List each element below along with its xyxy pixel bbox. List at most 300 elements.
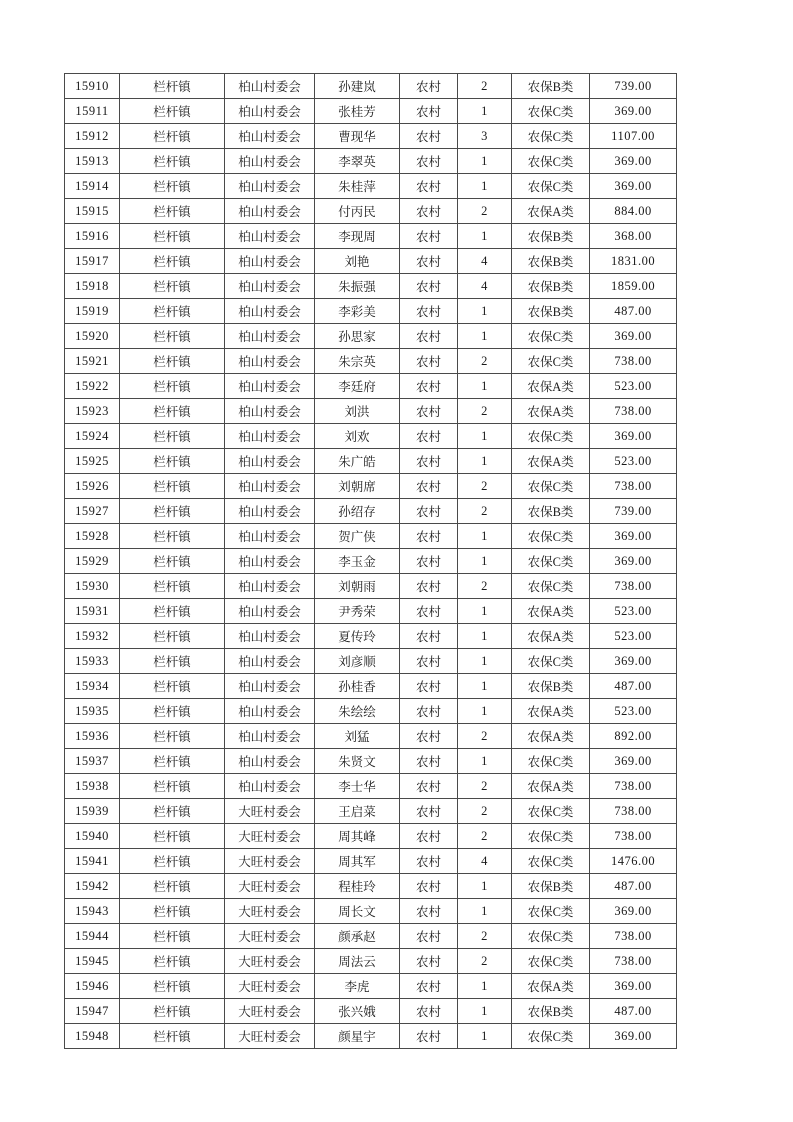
cell-category: 农保B类 [512,274,590,299]
cell-residence: 农村 [400,774,458,799]
table-row [65,74,677,99]
cell-village: 大旺村委会 [225,799,315,824]
cell-count: 2 [458,349,512,374]
cell-id: 15927 [65,499,120,524]
cell-village: 柏山村委会 [225,149,315,174]
cell-village: 柏山村委会 [225,424,315,449]
cell-name: 夏传玲 [315,624,400,649]
cell-category: 农保C类 [512,524,590,549]
cell-village: 大旺村委会 [225,1024,315,1049]
cell-village: 柏山村委会 [225,274,315,299]
cell-village: 柏山村委会 [225,749,315,774]
cell-amount: 738.00 [590,799,677,824]
cell-amount: 892.00 [590,724,677,749]
cell-category: 农保C类 [512,474,590,499]
cell-count: 2 [458,949,512,974]
cell-id: 15943 [65,899,120,924]
cell-count: 1 [458,299,512,324]
cell-category: 农保C类 [512,324,590,349]
cell-town: 栏杆镇 [120,949,225,974]
cell-village: 大旺村委会 [225,974,315,999]
cell-village: 柏山村委会 [225,499,315,524]
cell-category: 农保B类 [512,674,590,699]
cell-amount: 523.00 [590,374,677,399]
cell-count: 4 [458,274,512,299]
cell-category: 农保B类 [512,499,590,524]
cell-town: 栏杆镇 [120,424,225,449]
cell-id: 15947 [65,999,120,1024]
cell-category: 农保C类 [512,124,590,149]
cell-id: 15940 [65,824,120,849]
cell-id: 15930 [65,574,120,599]
cell-id: 15920 [65,324,120,349]
cell-residence: 农村 [400,249,458,274]
table-row [65,499,677,524]
table-row [65,474,677,499]
cell-residence: 农村 [400,974,458,999]
cell-amount: 738.00 [590,349,677,374]
cell-residence: 农村 [400,624,458,649]
cell-residence: 农村 [400,1024,458,1049]
cell-amount: 1107.00 [590,124,677,149]
cell-amount: 369.00 [590,524,677,549]
cell-id: 15936 [65,724,120,749]
cell-name: 付丙民 [315,199,400,224]
table-row [65,524,677,549]
cell-amount: 1476.00 [590,849,677,874]
cell-count: 2 [458,924,512,949]
cell-id: 15916 [65,224,120,249]
cell-id: 15937 [65,749,120,774]
cell-village: 柏山村委会 [225,124,315,149]
cell-id: 15933 [65,649,120,674]
benefits-table [64,73,677,1049]
table-row [65,324,677,349]
cell-id: 15926 [65,474,120,499]
cell-name: 周法云 [315,949,400,974]
cell-town: 栏杆镇 [120,674,225,699]
cell-category: 农保A类 [512,399,590,424]
cell-amount: 487.00 [590,299,677,324]
cell-name: 孙桂香 [315,674,400,699]
table-row [65,949,677,974]
cell-name: 孙思家 [315,324,400,349]
cell-category: 农保B类 [512,999,590,1024]
cell-residence: 农村 [400,799,458,824]
cell-town: 栏杆镇 [120,1024,225,1049]
cell-count: 1 [458,224,512,249]
cell-id: 15915 [65,199,120,224]
cell-id: 15923 [65,399,120,424]
cell-town: 栏杆镇 [120,874,225,899]
cell-village: 柏山村委会 [225,324,315,349]
cell-residence: 农村 [400,749,458,774]
cell-residence: 农村 [400,124,458,149]
cell-town: 栏杆镇 [120,324,225,349]
cell-category: 农保C类 [512,649,590,674]
cell-residence: 农村 [400,424,458,449]
cell-id: 15925 [65,449,120,474]
cell-count: 1 [458,549,512,574]
cell-amount: 739.00 [590,74,677,99]
cell-residence: 农村 [400,449,458,474]
cell-amount: 369.00 [590,424,677,449]
table-row [65,799,677,824]
cell-category: 农保C类 [512,799,590,824]
cell-id: 15911 [65,99,120,124]
cell-town: 栏杆镇 [120,349,225,374]
cell-village: 柏山村委会 [225,74,315,99]
cell-category: 农保A类 [512,699,590,724]
cell-id: 15922 [65,374,120,399]
cell-category: 农保C类 [512,849,590,874]
cell-category: 农保A类 [512,199,590,224]
cell-id: 15921 [65,349,120,374]
cell-town: 栏杆镇 [120,699,225,724]
cell-amount: 1859.00 [590,274,677,299]
cell-id: 15945 [65,949,120,974]
cell-count: 1 [458,524,512,549]
cell-count: 1 [458,874,512,899]
cell-village: 柏山村委会 [225,374,315,399]
cell-residence: 农村 [400,374,458,399]
cell-count: 1 [458,449,512,474]
table-row [65,399,677,424]
cell-id: 15946 [65,974,120,999]
cell-name: 李玉金 [315,549,400,574]
cell-category: 农保C类 [512,1024,590,1049]
cell-id: 15928 [65,524,120,549]
table-row [65,224,677,249]
cell-village: 柏山村委会 [225,199,315,224]
table-body [65,74,677,1049]
cell-residence: 农村 [400,349,458,374]
cell-village: 大旺村委会 [225,824,315,849]
cell-village: 柏山村委会 [225,574,315,599]
cell-residence: 农村 [400,174,458,199]
table-row [65,99,677,124]
cell-amount: 739.00 [590,499,677,524]
table-row [65,449,677,474]
cell-count: 1 [458,374,512,399]
cell-count: 2 [458,724,512,749]
cell-amount: 369.00 [590,649,677,674]
cell-amount: 487.00 [590,874,677,899]
cell-count: 3 [458,124,512,149]
cell-residence: 农村 [400,649,458,674]
table-row [65,274,677,299]
cell-village: 柏山村委会 [225,699,315,724]
cell-category: 农保B类 [512,874,590,899]
cell-name: 颜星宇 [315,1024,400,1049]
cell-village: 柏山村委会 [225,524,315,549]
cell-town: 栏杆镇 [120,974,225,999]
cell-count: 2 [458,399,512,424]
cell-town: 栏杆镇 [120,249,225,274]
cell-town: 栏杆镇 [120,149,225,174]
cell-count: 1 [458,899,512,924]
cell-residence: 农村 [400,474,458,499]
cell-category: 农保B类 [512,74,590,99]
cell-amount: 369.00 [590,324,677,349]
cell-residence: 农村 [400,74,458,99]
table-row [65,249,677,274]
cell-village: 柏山村委会 [225,774,315,799]
cell-residence: 农村 [400,899,458,924]
table-row [65,849,677,874]
cell-count: 2 [458,574,512,599]
cell-amount: 738.00 [590,924,677,949]
cell-id: 15914 [65,174,120,199]
cell-name: 刘洪 [315,399,400,424]
cell-amount: 523.00 [590,699,677,724]
cell-residence: 农村 [400,724,458,749]
cell-residence: 农村 [400,99,458,124]
cell-id: 15910 [65,74,120,99]
cell-village: 柏山村委会 [225,549,315,574]
cell-residence: 农村 [400,674,458,699]
cell-name: 朱振强 [315,274,400,299]
cell-name: 刘朝席 [315,474,400,499]
cell-village: 柏山村委会 [225,649,315,674]
table-row [65,974,677,999]
cell-count: 2 [458,499,512,524]
cell-count: 1 [458,749,512,774]
cell-amount: 368.00 [590,224,677,249]
cell-name: 李现周 [315,224,400,249]
cell-residence: 农村 [400,299,458,324]
cell-category: 农保A类 [512,974,590,999]
table-row [65,174,677,199]
cell-category: 农保C类 [512,924,590,949]
cell-amount: 738.00 [590,574,677,599]
cell-name: 颜承赵 [315,924,400,949]
table-row [65,574,677,599]
table-row [65,374,677,399]
cell-amount: 369.00 [590,549,677,574]
cell-amount: 738.00 [590,399,677,424]
cell-category: 农保C类 [512,99,590,124]
cell-amount: 369.00 [590,899,677,924]
cell-id: 15912 [65,124,120,149]
cell-name: 张桂芳 [315,99,400,124]
cell-id: 15919 [65,299,120,324]
cell-village: 大旺村委会 [225,899,315,924]
cell-amount: 487.00 [590,674,677,699]
cell-count: 4 [458,849,512,874]
cell-id: 15938 [65,774,120,799]
cell-id: 15929 [65,549,120,574]
cell-residence: 农村 [400,824,458,849]
cell-town: 栏杆镇 [120,274,225,299]
cell-name: 孙绍存 [315,499,400,524]
cell-id: 15942 [65,874,120,899]
table-row [65,924,677,949]
cell-village: 大旺村委会 [225,924,315,949]
cell-village: 柏山村委会 [225,249,315,274]
cell-amount: 738.00 [590,474,677,499]
cell-town: 栏杆镇 [120,499,225,524]
cell-village: 柏山村委会 [225,449,315,474]
cell-amount: 523.00 [590,449,677,474]
cell-category: 农保C类 [512,424,590,449]
cell-town: 栏杆镇 [120,799,225,824]
table-row [65,749,677,774]
table-row [65,149,677,174]
cell-village: 柏山村委会 [225,399,315,424]
table-row [65,124,677,149]
cell-name: 张兴娥 [315,999,400,1024]
cell-name: 贺广侠 [315,524,400,549]
cell-amount: 369.00 [590,749,677,774]
cell-name: 尹秀荣 [315,599,400,624]
cell-id: 15935 [65,699,120,724]
cell-count: 2 [458,74,512,99]
cell-village: 大旺村委会 [225,949,315,974]
cell-amount: 884.00 [590,199,677,224]
cell-amount: 369.00 [590,174,677,199]
table-row [65,699,677,724]
cell-residence: 农村 [400,199,458,224]
cell-count: 2 [458,774,512,799]
table-row [65,424,677,449]
cell-town: 栏杆镇 [120,474,225,499]
cell-amount: 369.00 [590,974,677,999]
cell-village: 柏山村委会 [225,349,315,374]
cell-town: 栏杆镇 [120,899,225,924]
cell-town: 栏杆镇 [120,749,225,774]
cell-town: 栏杆镇 [120,99,225,124]
cell-category: 农保C类 [512,574,590,599]
cell-town: 栏杆镇 [120,299,225,324]
table-row [65,824,677,849]
cell-category: 农保C类 [512,949,590,974]
cell-name: 刘彦顺 [315,649,400,674]
cell-village: 大旺村委会 [225,874,315,899]
cell-town: 栏杆镇 [120,399,225,424]
cell-category: 农保C类 [512,149,590,174]
cell-count: 1 [458,324,512,349]
table-row [65,1024,677,1049]
table-row [65,774,677,799]
cell-residence: 农村 [400,274,458,299]
cell-id: 15944 [65,924,120,949]
cell-village: 柏山村委会 [225,99,315,124]
cell-count: 1 [458,1024,512,1049]
cell-name: 朱绘绘 [315,699,400,724]
cell-category: 农保C类 [512,549,590,574]
cell-name: 朱宗英 [315,349,400,374]
cell-id: 15934 [65,674,120,699]
cell-name: 李廷府 [315,374,400,399]
table-row [65,199,677,224]
cell-count: 2 [458,474,512,499]
cell-residence: 农村 [400,699,458,724]
cell-town: 栏杆镇 [120,549,225,574]
cell-village: 柏山村委会 [225,624,315,649]
cell-residence: 农村 [400,399,458,424]
cell-count: 1 [458,674,512,699]
cell-count: 1 [458,999,512,1024]
cell-count: 2 [458,824,512,849]
cell-id: 15913 [65,149,120,174]
cell-residence: 农村 [400,524,458,549]
cell-village: 柏山村委会 [225,174,315,199]
cell-town: 栏杆镇 [120,224,225,249]
cell-category: 农保B类 [512,299,590,324]
cell-town: 栏杆镇 [120,449,225,474]
cell-count: 1 [458,174,512,199]
cell-name: 程桂玲 [315,874,400,899]
table-row [65,299,677,324]
cell-name: 朱广皓 [315,449,400,474]
cell-town: 栏杆镇 [120,999,225,1024]
cell-category: 农保B类 [512,249,590,274]
cell-name: 朱贤文 [315,749,400,774]
cell-amount: 738.00 [590,774,677,799]
cell-id: 15918 [65,274,120,299]
cell-name: 孙建岚 [315,74,400,99]
table-row [65,599,677,624]
cell-town: 栏杆镇 [120,124,225,149]
cell-name: 周其峰 [315,824,400,849]
cell-town: 栏杆镇 [120,849,225,874]
table-row [65,999,677,1024]
cell-village: 大旺村委会 [225,849,315,874]
cell-name: 刘艳 [315,249,400,274]
cell-residence: 农村 [400,324,458,349]
cell-name: 刘欢 [315,424,400,449]
cell-name: 周其军 [315,849,400,874]
cell-residence: 农村 [400,599,458,624]
cell-residence: 农村 [400,999,458,1024]
cell-name: 李翠英 [315,149,400,174]
cell-category: 农保A类 [512,599,590,624]
cell-village: 柏山村委会 [225,674,315,699]
cell-village: 柏山村委会 [225,299,315,324]
cell-village: 柏山村委会 [225,224,315,249]
cell-name: 王启菜 [315,799,400,824]
table-row [65,649,677,674]
cell-id: 15939 [65,799,120,824]
cell-id: 15941 [65,849,120,874]
cell-residence: 农村 [400,949,458,974]
cell-town: 栏杆镇 [120,724,225,749]
cell-amount: 738.00 [590,824,677,849]
cell-category: 农保A类 [512,624,590,649]
cell-town: 栏杆镇 [120,624,225,649]
cell-residence: 农村 [400,224,458,249]
cell-count: 4 [458,249,512,274]
cell-count: 1 [458,599,512,624]
cell-residence: 农村 [400,149,458,174]
cell-town: 栏杆镇 [120,824,225,849]
cell-category: 农保A类 [512,374,590,399]
cell-count: 1 [458,624,512,649]
cell-amount: 369.00 [590,149,677,174]
cell-amount: 1831.00 [590,249,677,274]
cell-residence: 农村 [400,499,458,524]
cell-category: 农保C类 [512,899,590,924]
table-row [65,349,677,374]
cell-amount: 523.00 [590,599,677,624]
cell-category: 农保B类 [512,224,590,249]
cell-amount: 523.00 [590,624,677,649]
cell-name: 刘朝雨 [315,574,400,599]
cell-village: 大旺村委会 [225,999,315,1024]
cell-id: 15931 [65,599,120,624]
cell-category: 农保A类 [512,774,590,799]
